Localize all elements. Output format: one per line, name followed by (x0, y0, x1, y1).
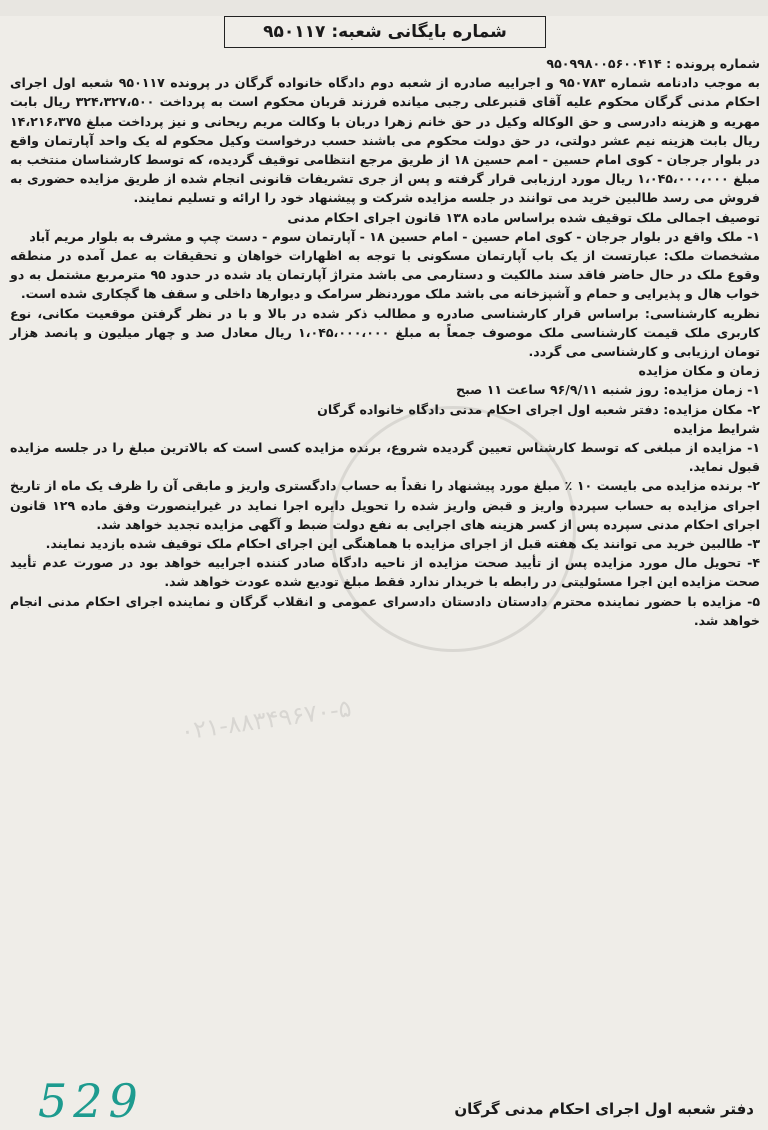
intro-paragraph: به موجب دادنامه شماره ۹۵۰۷۸۳ و اجراییه صادره از شعبه دوم دادگاه خانواده گرگان در پرونده ۹۵۰۱۱۷ شعبه اول اجرای احکام مدنی گرگان محکوم علیه آقای قنبرعلی رجبی میانده فرزند قربان محکوم است به پرداخت ۳۲۴،۳۲۷،۵۰۰ ریال بابت مهریه و هزینه دادرسی و حق الوکاله وکیل در حق خانم زهرا دربان با وکالت مریم ریحانی و نیز پرداخت مبلغ ۱۴،۲۱۶،۳۷۵ ریال بابت هزینه نیم عشر دولتی، در حق دولت محکوم می باشند حسب درخواست وکیل محکوم له یک واحد آپارتمان واقع در بلوار جرجان - کوی امام حسین - امم حسین ۱۸ از طریق مرجع انتظامی توقیف گردیده، که توسط کارشناسان منتخب به مبلغ ۱،۰۴۵،۰۰۰،۰۰۰ ریال مورد ارزیابی قرار گرفته و پس از جری تشریفات قانونی انجام شده از طریق مزایده حضوری به فروش می رسد طالبین خرید می توانند در جلسه مزایده شرکت و پیشنهاد خود را ارائه و تسلیم نمایند. (10, 75, 760, 206)
condition-4: ۴- تحویل مال مورد مزایده پس از تأیید صحت مزایده از ناحیه دادگاه صادر کننده اجراییه خواهد بود در صورت عدم تأیید صحت مزایده این اجرا مسئولیتی در رابطه با خریدار ندارد فقط مبلغ تودیع شده عودت خواهد شد. (10, 555, 760, 590)
conditions-heading: شرایط مزایده (673, 420, 760, 436)
archive-number-title: شماره بایگانی شعبه: ۹۵۰۱۱۷ (224, 16, 546, 48)
expert-opinion: نظریه کارشناسی: براساس قرار کارشناسی صادره و مطالب ذکر شده در بالا و با در نظر گرفتن موقعیت مکانی، نوع کاربری ملک قیمت کارشناسی ملک موصوف جمعاً به مبلغ ۱،۰۴۵،۰۰۰،۰۰۰ ریال معادل صد و چهار میلیون و پانصد هزار تومان ارزیابی و کارشناسی می گردد. (10, 305, 760, 360)
condition-3: ۳- طالبین خرید می توانند یک هفته قبل از اجرای مزایده با هماهنگی این اجرای احکام ملک توقیف شده بازدید نمایند. (45, 536, 760, 552)
handwritten-number: 529 (38, 1074, 144, 1128)
property-specs: مشخصات ملک: عبارتست از یک باب آپارتمان مسکونی با توجه به اظهارات خواهان و تحقیقات به عمل آمده در منطقه وقوع ملک در حال حاضر فاقد سند مالکیت و دستارمی می باشد متراژ آپارتمان یاد شده در حدود ۹۵ مترمربع مشتمل به دو خواب هال و پذیرایی و حمام و آشپزخانه می باشد ملک موردنظر سرامک و دیوارها داخلی و سقف ها گچکاری شده است. (10, 248, 760, 302)
time-place-heading: زمان و مکان مزایده (638, 363, 760, 379)
property-description-heading: توصیف اجمالی ملک توقیف شده براساس ماده ۱۳۸ قانون اجرای احکام مدنی (287, 209, 760, 225)
signature-office: دفتر شعبه اول اجرای احکام مدنی گرگان (454, 1100, 754, 1118)
condition-2: ۲- برنده مزایده می بایست ۱۰ ٪ مبلغ مورد پیشنهاد را نقداً به حساب دادگستری واریز و مابقی آن را ظرف یک ماه از تاریخ اجرای مزایده به حساب سپرده واریز و قبض واریز شده را تحویل دایره اجرا نماید در غیراینصورت وفق ماده ۱۲۹ قانون اجرای احکام مدنی سپرده پس از کسر هزینه های اجرایی به نفع دولت ضبط و آگهی مزایده تجدید خواهد شد. (10, 478, 760, 532)
newspaper-notice (0, 16, 768, 1130)
auction-place: ۲- مکان مزایده: دفتر شعبه اول اجرای احکام مدنی دادگاه خانواده گرگان (317, 401, 760, 417)
condition-1: ۱- مزایده از مبلغی که توسط کارشناس تعیین گردیده شروع، برنده مزایده کسی است که بالاترین مبلغ را در جلسه مزایده قبول نماید. (10, 440, 760, 475)
auction-time: ۱- زمان مزایده: روز شنبه ۹۶/۹/۱۱ ساعت ۱۱ صبح (455, 382, 760, 398)
condition-5: ۵- مزایده با حضور نماینده محترم دادستان دادستان دادسرای عمومی و انقلاب گرگان و نماینده اجرای احکام مدنی انجام خواهد شد. (10, 593, 760, 628)
property-location: ۱- ملک واقع در بلوار جرجان - کوی امام حسین - امام حسین ۱۸ - آپارتمان سوم - دست چپ و مشرف به بلوار مریم آباد (29, 228, 760, 244)
notice-body (10, 54, 760, 630)
case-number-line: شماره پرونده : ۹۵۰۹۹۸۰۰۵۶۰۰۴۱۴ (546, 56, 760, 71)
watermark-phone: ۰۲۱-۸۸۳۴۹۶۷۰-۵ (178, 694, 354, 746)
